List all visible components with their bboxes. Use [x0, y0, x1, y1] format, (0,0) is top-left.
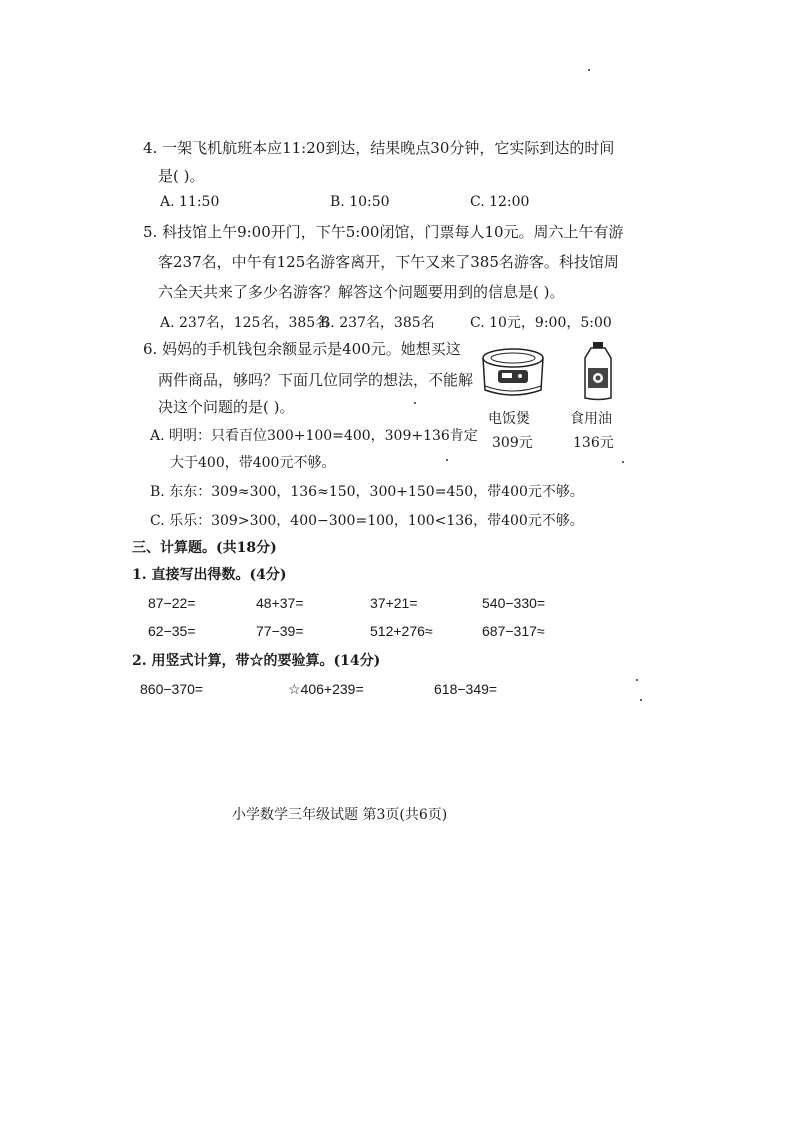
q4-line2: 是( )。: [158, 167, 205, 185]
calc-item: 860−370=: [140, 681, 204, 697]
calc-item: 77−39=: [256, 623, 304, 639]
q6-line1: 6. 妈妈的手机钱包余额显示是400元。她想买这: [143, 340, 461, 358]
scan-speck: [446, 459, 448, 461]
calc-item: 512+276≈: [370, 623, 433, 639]
q5-option-a: A. 237名，125名，385名: [160, 315, 330, 331]
calc-item: 687−317≈: [482, 623, 545, 639]
q5-option-b: B. 237名，385名: [320, 315, 435, 331]
q4-line1: 4. 一架飞机航班本应11:20到达，结果晚点30分钟，它实际到达的时间: [143, 139, 615, 157]
q4-option-a: A. 11:50: [160, 194, 220, 210]
rice-cooker-icon: [478, 346, 548, 402]
scan-speck: [640, 699, 642, 701]
q6-option-c: C. 乐乐：309>300，400−300=100，100<136，带400元不够。: [150, 513, 584, 529]
q5-line1: 5. 科技馆上午9:00开门，下午5:00闭馆，门票每人10元。周六上午有游: [143, 223, 624, 241]
q6-option-a-line2: 大于400，带400元不够。: [170, 455, 336, 471]
item2-name: 食用油: [570, 411, 612, 427]
q6-line3: 决这个问题的是( )。: [158, 398, 295, 416]
section3-q2-title: 2. 用竖式计算，带☆的要验算。(14分): [132, 653, 381, 669]
q4-option-c: C. 12:00: [470, 194, 530, 210]
q4-option-b: B. 10:50: [330, 194, 390, 210]
scan-speck: [414, 402, 416, 404]
q5-line2: 客237名，中午有125名游客离开，下午又来了385名游客。科技馆周: [158, 253, 619, 271]
q6-option-b: B. 东东：309≈300，136≈150，300+150=450，带400元不够。: [150, 484, 584, 500]
calc-item: 48+37=: [256, 595, 304, 611]
oil-bottle-icon: [578, 340, 618, 402]
calc-item: 87−22=: [148, 595, 196, 611]
calc-item: 540−330=: [482, 595, 546, 611]
q5-line3: 六全天共来了多少名游客？解答这个问题要用到的信息是( )。: [158, 283, 565, 301]
item2-price: 136元: [573, 435, 614, 451]
q6-option-a-line1: A. 明明：只看百位300+100=400，309+136肯定: [150, 428, 478, 444]
page-footer: 小学数学三年级试题 第3页(共6页): [232, 807, 448, 823]
item1-price: 309元: [492, 435, 533, 451]
calc-item: ☆406+239=: [288, 681, 364, 697]
item1-name: 电饭煲: [488, 411, 530, 427]
q6-line2: 两件商品，够吗？下面几位同学的想法，不能解: [158, 371, 474, 389]
calc-item: 37+21=: [370, 595, 418, 611]
q5-option-c: C. 10元，9:00，5:00: [470, 315, 612, 331]
scan-speck: [622, 461, 624, 463]
scan-speck: [636, 679, 638, 681]
scan-speck: [588, 69, 590, 71]
section3-q1-title: 1. 直接写出得数。(4分): [132, 567, 287, 583]
calc-item: 62−35=: [148, 623, 196, 639]
section3-heading: 三、计算题。(共18分): [132, 540, 277, 556]
calc-item: 618−349=: [434, 681, 498, 697]
